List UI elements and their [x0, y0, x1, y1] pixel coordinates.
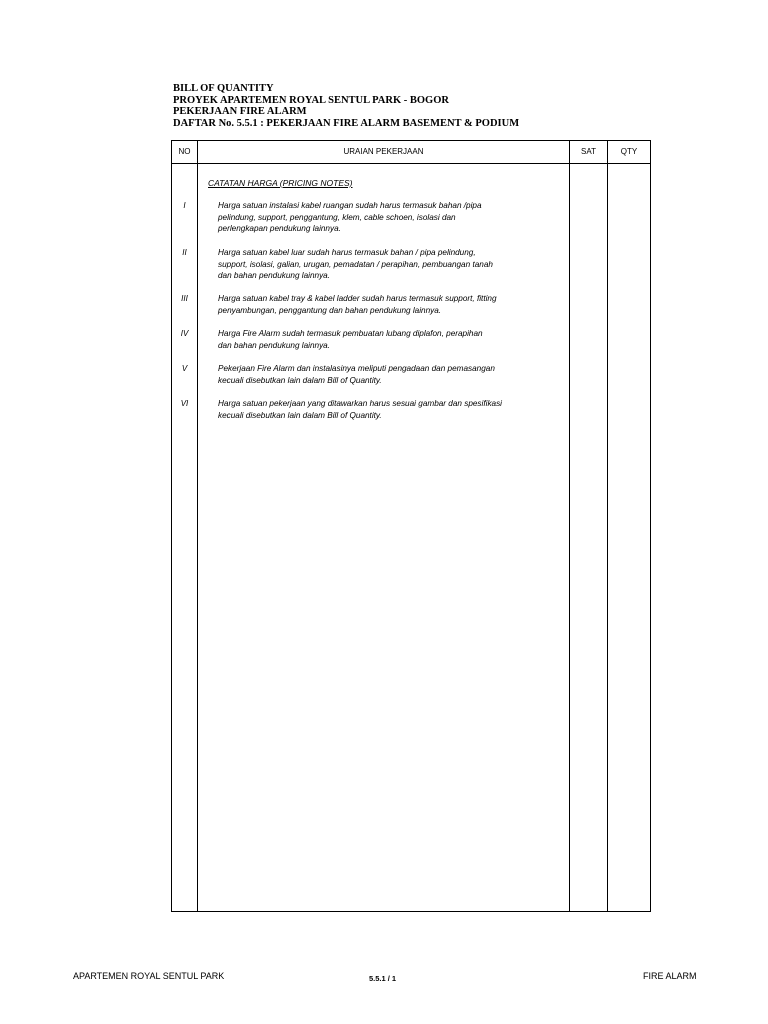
note-number: I — [183, 201, 186, 210]
header-title: BILL OF QUANTITY — [173, 83, 274, 94]
table-border-right — [650, 140, 651, 912]
note-number: V — [181, 364, 188, 373]
note-line: Harga Fire Alarm sudah termasuk pembuatan lubang diplafon, perapihan — [218, 329, 483, 338]
note-text — [218, 398, 563, 421]
note-line: kecuali disebutkan lain dalam Bill of Quantity. — [218, 375, 382, 385]
column-header-qty: QTY — [620, 147, 638, 156]
note-text — [218, 200, 563, 235]
note-number: VI — [180, 399, 189, 408]
note-line: perlengkapan pendukung lainnya. — [218, 224, 341, 234]
footer-page-number: 5.5.1 / 1 — [369, 974, 397, 983]
note-line: penyambungan, penggantung dan bahan pendukung lainnya. — [218, 305, 442, 315]
footer-project-name: APARTEMEN ROYAL SENTUL PARK — [73, 971, 225, 981]
column-header-sat: SAT — [581, 147, 596, 156]
column-divider-uraian — [569, 140, 570, 912]
column-divider-sat — [607, 140, 608, 912]
note-line: dan bahan pendukung lainnya. — [218, 271, 330, 281]
column-header-uraian: URAIAN PEKERJAAN — [343, 147, 424, 156]
header-project: PROYEK APARTEMEN ROYAL SENTUL PARK - BOGOR — [173, 94, 449, 106]
note-text — [218, 293, 563, 316]
table-header-divider — [171, 163, 651, 164]
note-line: Harga satuan kabel tray & kabel ladder sudah harus termasuk support, fitting — [218, 294, 497, 303]
note-line: Pekerjaan Fire Alarm dan instalasinya meliputi pengadaan dan pemasangan — [218, 364, 495, 373]
note-number: II — [182, 248, 187, 257]
note-line: Harga satuan kabel luar sudah harus termasuk bahan / pipa pelindung, — [218, 248, 476, 257]
column-divider-no — [197, 140, 198, 912]
header-list-number: DAFTAR No. 5.5.1 : PEKERJAAN FIRE ALARM BASEMENT & PODIUM — [173, 117, 520, 129]
header-work: PEKERJAAN FIRE ALARM — [173, 106, 307, 117]
note-text — [218, 247, 563, 282]
note-text — [218, 328, 563, 351]
note-line: pelindung, support, penggantung, klem, cable schoen, isolasi dan — [218, 212, 456, 222]
footer-section-name: FIRE ALARM — [643, 971, 697, 981]
document-header — [173, 83, 519, 129]
note-number: IV — [180, 329, 189, 338]
note-line: kecuali disebutkan lain dalam Bill of Quantity. — [218, 410, 382, 420]
note-line: support, isolasi, galian, urugan, pemadatan / perapihan, pembuangan tanah — [218, 259, 493, 269]
column-header-no: NO — [178, 147, 191, 156]
pricing-notes-title: CATATAN HARGA (PRICING NOTES) — [208, 178, 353, 188]
table-border-bottom — [171, 911, 651, 912]
note-line: dan bahan pendukung lainnya. — [218, 340, 330, 350]
note-number: III — [181, 294, 188, 303]
note-line: Harga satuan pekerjaan yang ditawarkan harus sesuai gambar dan spesifikasi — [218, 399, 502, 408]
note-line: Harga satuan instalasi kabel ruangan sudah harus termasuk bahan /pipa — [218, 201, 482, 210]
note-text — [218, 363, 563, 386]
